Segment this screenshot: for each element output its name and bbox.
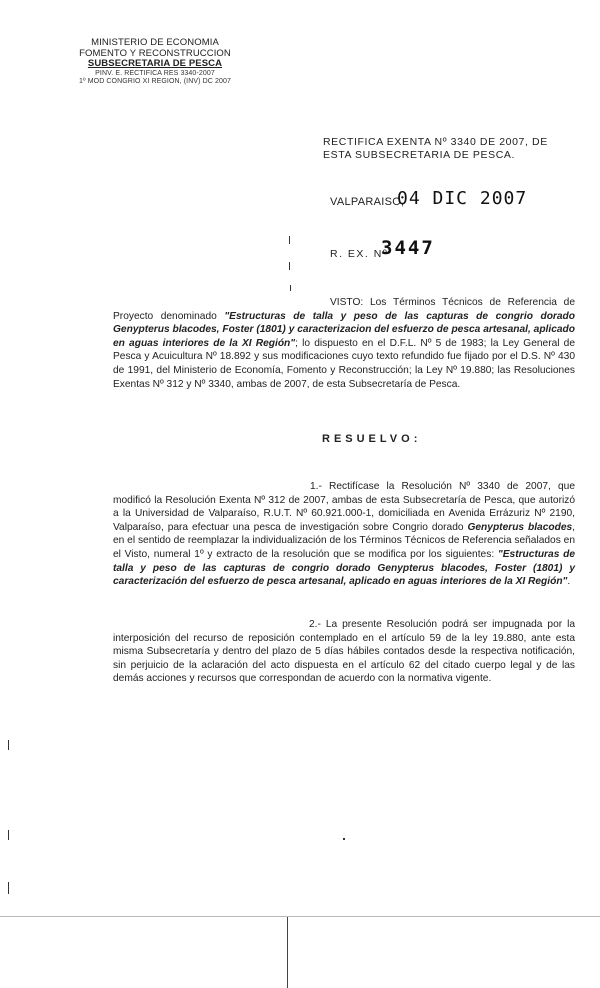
- article-2-paragraph: 2.- La presente Resolución podrá ser impugnada por la interposición del recurso de reposición contemplado en el artículo 59 de la ley 19.880, ante esta misma Subsecretaría y dentro del plazo de 5 días hábiles contados desde la respectiva notificación, sin perjuicio de la aclaración del acto dispuesta en el artículo 62 del citado cuerpo legal y de las demás acciones y recursos que correspondan de acuerdo con la normativa vigente.: [113, 619, 575, 685]
- visto-project-title: "Estructuras de talla y peso de las capturas de congrio dorado Genypterus blacodes, Foster (1801) y caracterizacion del esfuerzo de pesca artesanal, aplicado en aguas interiores de la XI Región": [113, 310, 575, 349]
- file-code-2: 1º MOD CONGRIO XI REGION, (INV) DC 2007: [79, 77, 231, 85]
- ministry-subtitle: FOMENTO Y RECONSTRUCCION: [79, 47, 231, 59]
- resolution-number-label: R. EX. Nº: [330, 248, 389, 260]
- scan-margin-mark: [289, 262, 290, 270]
- file-code-1: PINV. E. RECTIFICA RES 3340-2007: [95, 69, 215, 77]
- place-label: VALPARAISO,: [330, 196, 405, 208]
- subsecretaria-name: SUBSECRETARIA DE PESCA: [87, 58, 223, 69]
- resolution-number-stamp: 3447: [381, 237, 435, 259]
- resuelvo-heading: RESUELVO:: [322, 433, 422, 445]
- article-1-project-title: "Estructuras de talla y peso de las capturas de congrio dorado Genypterus blacodes, Foster (1801) y caracterización del esfuerzo de pesca artesanal, aplicado en aguas interiores de la XI Región": [113, 548, 575, 588]
- scan-margin-mark: [290, 285, 291, 291]
- ministry-name: MINISTERIO DE ECONOMIA: [91, 37, 219, 48]
- letterhead: [60, 38, 250, 86]
- article-1-paragraph: [113, 480, 575, 589]
- scan-margin-mark: [289, 236, 290, 244]
- scan-fold-line: [287, 916, 288, 988]
- article-1-lead: 1.- Rectifícase la Resolución Nº 3340 de 2007, que modificó la Resolución Exenta Nº 312 de 2007, ambas de esta Subsecretaría de Pesca, que autorizó a la Universidad de Valparaíso, R.U.T. Nº 60.921.000-1, domiciliada en Avenida Errázuriz Nº 2190, Valparaíso, para efectuar una pesca de investigación sobre Congrio dorado: [113, 481, 575, 533]
- article-1-mid: , en el sentido de reemplazar la individualización de los Términos Técnicos de Referencia señalados en el Visto, numeral 1º y extracto de la resolución que se modifica por los siguientes:: [113, 521, 576, 560]
- scan-bottom-edge: [0, 916, 600, 917]
- date-stamp: 04 DIC 2007: [397, 188, 528, 209]
- visto-paragraph: [113, 296, 575, 391]
- visto-lead: VISTO: Los Términos Técnicos de Referencia de Proyecto denominado: [113, 297, 575, 322]
- article-1-species: Genypterus blacodes: [467, 521, 573, 533]
- scan-margin-mark: [343, 838, 345, 840]
- resolution-reference: RECTIFICA EXENTA Nº 3340 DE 2007, DE ESTA SUBSECRETARIA DE PESCA.: [323, 136, 548, 161]
- visto-rest: ; lo dispuesto en el D.F.L. Nº 5 de 1983; la Ley General de Pesca y Acuicultura Nº 18.892 y sus modificaciones cuyo texto refundido fue fijado por el D.S. Nº 430 de 1991, del Ministerio de Economía, Fomento y Reconstrucción; la Ley Nº 19.880; las Resoluciones Exentas Nº 312 y Nº 3340, ambas de 2007, de esta Subsecretaría de Pesca.: [113, 337, 576, 390]
- scan-margin-mark: [8, 830, 9, 840]
- scan-margin-mark: [8, 740, 9, 750]
- scan-margin-mark: [8, 882, 9, 894]
- article-1-end: .: [567, 576, 571, 588]
